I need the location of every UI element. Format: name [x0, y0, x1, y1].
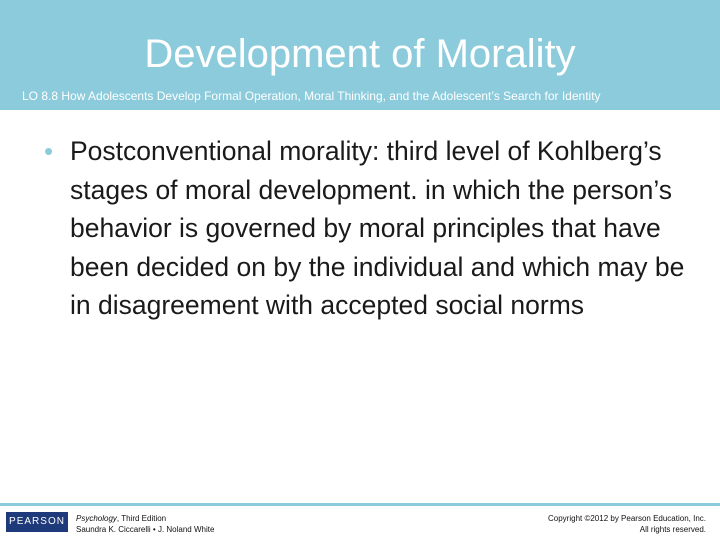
book-edition: , Third Edition	[116, 514, 167, 523]
copyright-text: Copyright ©2012 by Pearson Education, Inc.	[548, 514, 706, 523]
learning-objective: LO 8.8 How Adolescents Develop Formal Operation, Moral Thinking, and the Adolescent’s Search for Identity	[22, 89, 601, 103]
rights-text: All rights reserved.	[639, 525, 706, 534]
bullet-item	[44, 132, 694, 325]
book-authors: Saundra K. Ciccarelli • J. Noland White	[76, 525, 215, 534]
footer-divider	[0, 503, 720, 506]
slide-header	[0, 0, 720, 110]
pearson-logo: PEARSON	[6, 512, 68, 532]
footer-book-info	[76, 513, 214, 535]
footer-copyright	[548, 513, 706, 535]
bullet-icon: •	[44, 136, 54, 166]
bullet-text: Postconventional morality: third level of Kohlberg’s stages of moral development. in which the person’s behavior is governed by moral principles that have been decided on by the individual and which may be in disagreement with accepted social norms	[70, 136, 685, 320]
slide-content	[44, 132, 694, 325]
book-title: Psychology	[76, 514, 117, 523]
slide-title: Development of Morality	[144, 32, 576, 76]
